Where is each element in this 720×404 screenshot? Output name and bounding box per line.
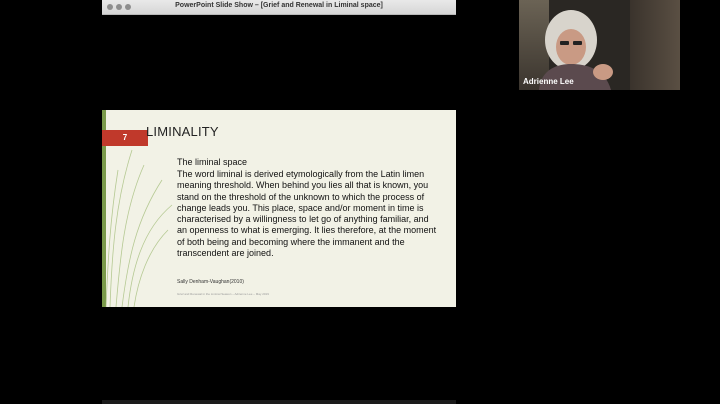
slide-citation: Sally Denham-Vaughan(2010) bbox=[177, 279, 244, 285]
slide-footer: Grief and Renewal in the Liminal Season – Adrienne Lee – May 2019 bbox=[177, 292, 269, 296]
window-bottom-edge bbox=[102, 400, 456, 404]
slide-heading: The liminal space bbox=[177, 157, 248, 167]
window-title: PowerPoint Slide Show – [Grief and Renewal in Liminal space] bbox=[175, 2, 383, 9]
participant-name-label: Adrienne Lee bbox=[523, 77, 574, 86]
slide-body-text: The word liminal is derived etymologically from the Latin limen meaning threshold. When behind you lies all that is known, you stand on the threshold of the unknown to which the process of change leads you. This place, space and/or moment in time is characterised by a willingness to let go of anything familiar, and an openness to what is emerging. It lies therefore, at the moment of both being and becoming where the immanent and the transcendent are joined. bbox=[177, 169, 437, 259]
slide-number: 7 bbox=[102, 130, 148, 146]
participant-video-tile[interactable] bbox=[519, 0, 680, 90]
slide-title: LIMINALITY bbox=[146, 124, 219, 139]
presentation-slide[interactable] bbox=[102, 110, 456, 307]
window-titlebar bbox=[102, 0, 456, 15]
shared-screen bbox=[102, 0, 456, 404]
